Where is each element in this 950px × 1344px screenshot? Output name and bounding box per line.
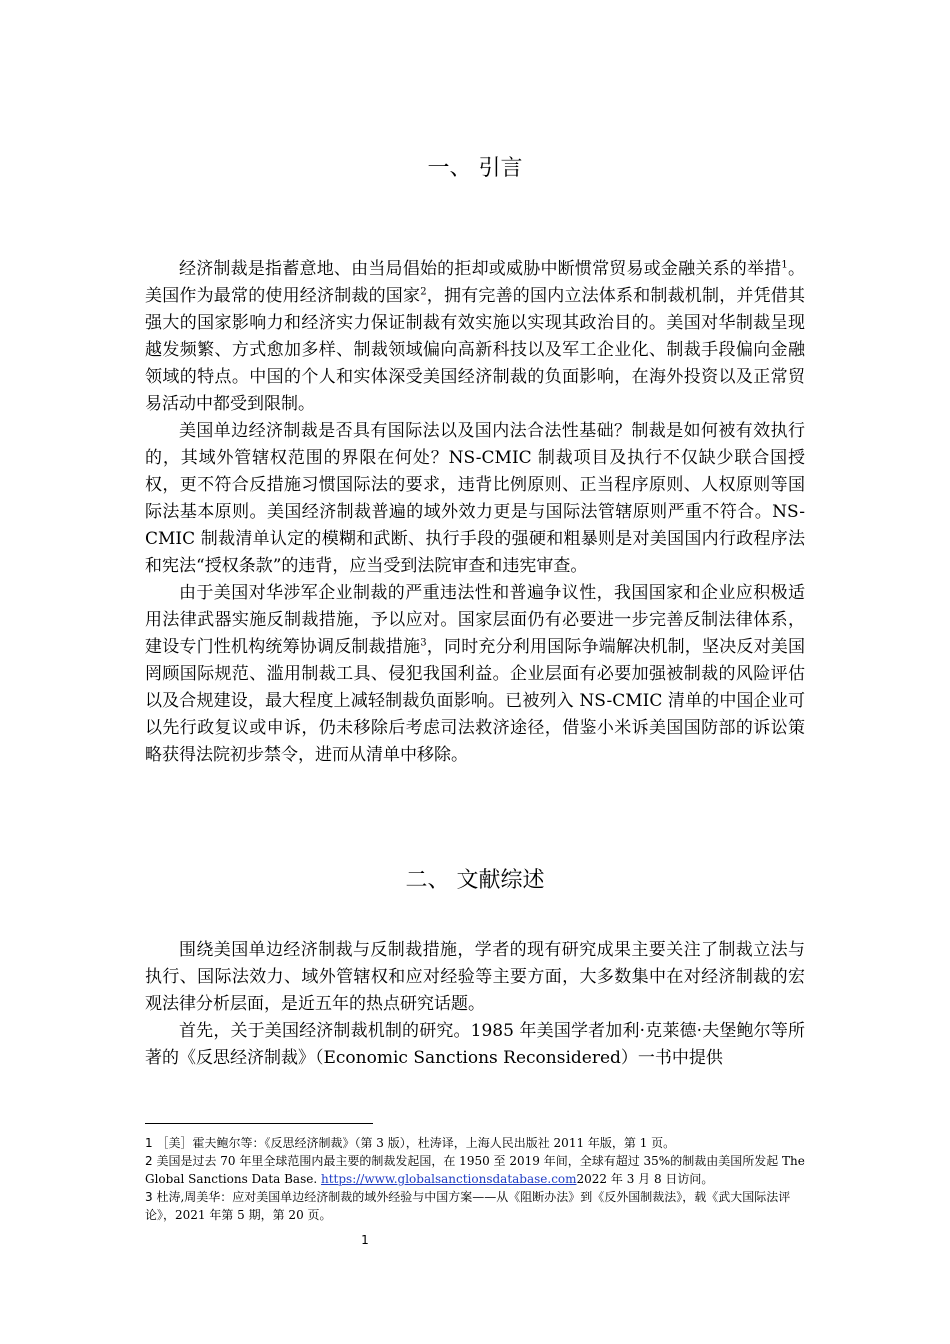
section-heading-introduction: 一、 引言 [427,156,523,181]
paragraph-text: ，同时充分利用国际争端解决机制，坚决反对美国罔顾国际规范、滥用制裁工具、侵犯我国利益。企业层面有必要加强被制裁的风险评估以及合规建设，最大程度上减轻制裁负面影响。已被列入 NS-CMIC 清单的中国企业可以先行政复议或申诉，仍未移除后考虑司法救济途径，借鉴小米诉美国国防部的诉讼策略获得法院初步禁令，进而从清单中移除。 [145,637,806,765]
footnote-separator [145,1123,373,1124]
footnote-text: 2022 年 3 月 8 日访问。 [576,1172,714,1186]
paragraph: 首先，关于美国经济制裁机制的研究。1985 年美国学者加利·克莱德·夫堡鲍尔等所著的《反思经济制裁》（Economic Sanctions Reconsidered）一书中提供 [145,1021,805,1068]
footnote-3 [145,1188,805,1224]
footnote-ref[interactable]: 2 [420,286,427,298]
paragraph: 美国单边经济制裁是否具有国际法以及国内法合法性基础？制裁是如何被有效执行的，其域外管辖权范围的界限在何处？NS-CMIC 制裁项目及执行不仅缺少联合国授权，更不符合反措施习惯国际法的要求，违背比例原则、正当程序原则、人权原则等国际法基本原则。美国经济制裁普遍的域外效力更是与国际法管辖原则严重不符合。NS-CMIC 制裁清单认定的模糊和武断、执行手段的强硬和粗暴则是对美国国内行政程序法和宪法“授权条款”的违背，应当受到法院审查和违宪审查。 [145,421,805,576]
footnote-text: 杜涛,周美华：应对美国单边经济制裁的域外经验与中国方案——从《阻断办法》到《反外国制裁法》，载《武大国际法评论》，2021 年第 5 期，第 20 页。 [145,1190,791,1222]
footnote-ref[interactable]: 1 [781,259,788,271]
footnote-2 [145,1152,805,1188]
paragraph [145,256,805,418]
literature-review-body [145,937,805,1072]
footnote-text: 美国是过去 70 年里全球范围内最主要的制裁发起国，在 1950 至 2019 年间，全球有超过 35%的制裁由美国所发起 The Global Sanctions Data Base. [145,1154,805,1186]
footnote-number: 2 [145,1154,153,1168]
footnote-1 [145,1134,805,1152]
paragraph-text: ，拥有完善的国内立法体系和制裁机制，并凭借其强大的国家影响力和经济实力保证制裁有效实施以实现其政治目的。美国对华制裁呈现越发频繁、方式愈加多样、制裁领域偏向高新科技以及军工企业化、制裁手段偏向金融领域的特点。中国的个人和实体深受美国经济制裁的负面影响，在海外投资以及正常贸易活动中都受到限制。 [145,286,806,414]
section-heading-literature-review: 二、 文献综述 [405,868,545,893]
footnote-text: ［美］霍夫鲍尔等：《反思经济制裁》（第 3 版），杜涛译，上海人民出版社 2011 年版，第 1 页。 [156,1136,676,1150]
footnote-ref[interactable]: 3 [420,637,427,649]
footnotes [145,1134,805,1224]
page-number: 1 [361,1233,369,1247]
footnote-link[interactable]: https://www.globalsanctionsdatabase.com [320,1172,577,1186]
footnote-number: 1 [145,1136,153,1150]
paragraph [145,580,805,769]
paragraph-text: 经济制裁是指蓄意地、由当局倡始的拒却或威胁中断惯常贸易或金融关系的举措 [179,259,782,279]
paragraph-text: 。美国作为最常的使用经济制裁的国家 [145,259,806,306]
introduction-body [145,256,805,769]
footnote-number: 3 [145,1190,153,1204]
paragraph: 围绕美国单边经济制裁与反制裁措施，学者的现有研究成果主要关注了制裁立法与执行、国际法效力、域外管辖权和应对经验等主要方面，大多数集中在对经济制裁的宏观法律分析层面，是近五年的热点研究话题。 [145,940,805,1014]
paragraph-text: 由于美国对华涉军企业制裁的严重违法性和普遍争议性，我国国家和企业应积极适用法律武器实施反制裁措施，予以应对。国家层面仍有必要进一步完善反制法律体系，建设专门性机构统筹协调反制裁措施 [145,583,805,657]
